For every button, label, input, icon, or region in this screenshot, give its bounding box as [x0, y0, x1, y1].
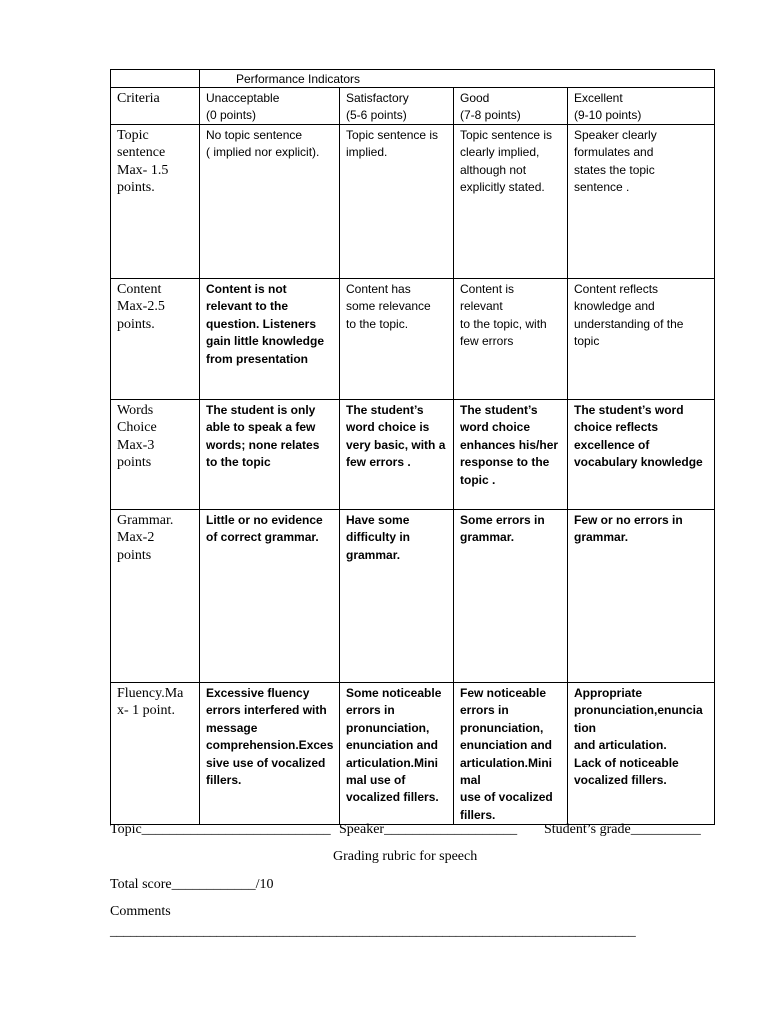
descriptor-cell: The student’s word choice enhances his/her response to the topic .: [454, 400, 568, 510]
table-row: [111, 125, 715, 279]
criterion-grammar: Grammar. Max-2 points: [111, 510, 200, 683]
level-points: (9-10 points): [574, 108, 642, 122]
descriptor-cell: The student’s word choice reflects excellence of vocabulary knowledge: [568, 400, 715, 510]
descriptor-cell: Topic sentence is implied.: [340, 125, 454, 279]
descriptor-cell: Content has some relevance to the topic.: [340, 279, 454, 400]
descriptor-cell: Some noticeable errors in pronunciation, enunciation and articulation.Mini mal use of vocalized fillers.: [340, 683, 454, 825]
descriptor-cell: Speaker clearly formulates and states the topic sentence .: [568, 125, 715, 279]
level-name: Excellent: [574, 91, 623, 105]
descriptor-cell: Few noticeable errors in pronunciation, enunciation and articulation.Mini mal use of vocalized fillers.: [454, 683, 568, 825]
descriptor-cell: Topic sentence is clearly implied, although not explicitly stated.: [454, 125, 568, 279]
table-row: [111, 400, 715, 510]
blank-corner-cell: [111, 70, 200, 88]
descriptor-cell: Appropriate pronunciation,enuncia tion and articulation. Lack of noticeable vocalized fillers.: [568, 683, 715, 825]
criterion-content: Content Max-2.5 points.: [111, 279, 200, 400]
level-name: Unacceptable: [206, 91, 280, 105]
descriptor-cell: Little or no evidence of correct grammar.: [200, 510, 340, 683]
student-grade-field[interactable]: Student’s grade__________: [544, 822, 701, 837]
descriptor-cell: Content reflects knowledge and understanding of the topic: [568, 279, 715, 400]
descriptor-cell: Excessive fluency errors interfered with message comprehension.Exces sive use of vocalized fillers.: [200, 683, 340, 825]
criterion-words-choice: Words Choice Max-3 points: [111, 400, 200, 510]
level-header-unacceptable: [200, 88, 340, 125]
comments-label: Comments: [110, 904, 171, 919]
descriptor-cell: Content is relevant to the topic, with few errors: [454, 279, 568, 400]
level-header-good: [454, 88, 568, 125]
level-points: (7-8 points): [460, 108, 521, 122]
comments-line[interactable]: _______________________________________________________________________________: [110, 924, 636, 939]
topic-field[interactable]: Topic___________________________: [110, 822, 331, 837]
table-row: [111, 683, 715, 825]
level-name: Good: [460, 91, 490, 105]
performance-indicators-header: Performance Indicators: [200, 70, 715, 88]
descriptor-cell: No topic sentence ( implied nor explicit).: [200, 125, 340, 279]
grading-rubric-table: [110, 69, 715, 825]
descriptor-cell: The student’s word choice is very basic, with a few errors .: [340, 400, 454, 510]
rubric-caption: Grading rubric for speech: [333, 849, 478, 864]
level-points: (0 points): [206, 108, 257, 122]
criterion-topic-sentence: Topic sentence Max- 1.5 points.: [111, 125, 200, 279]
speaker-field[interactable]: Speaker___________________: [339, 822, 518, 837]
descriptor-cell: The student is only able to speak a few words; none relates to the topic: [200, 400, 340, 510]
level-name: Satisfactory: [346, 91, 409, 105]
total-score-field[interactable]: Total score____________/10: [110, 877, 274, 892]
descriptor-cell: Have some difficulty in grammar.: [340, 510, 454, 683]
descriptor-cell: Some errors in grammar.: [454, 510, 568, 683]
table-row: [111, 279, 715, 400]
descriptor-cell: Content is not relevant to the question. Listeners gain little knowledge from presentation: [200, 279, 340, 400]
level-points: (5-6 points): [346, 108, 407, 122]
level-header-satisfactory: [340, 88, 454, 125]
criterion-fluency: Fluency.Ma x- 1 point.: [111, 683, 200, 825]
descriptor-cell: Few or no errors in grammar.: [568, 510, 715, 683]
criteria-header: Criteria: [111, 88, 200, 125]
level-header-excellent: [568, 88, 715, 125]
table-row: [111, 510, 715, 683]
